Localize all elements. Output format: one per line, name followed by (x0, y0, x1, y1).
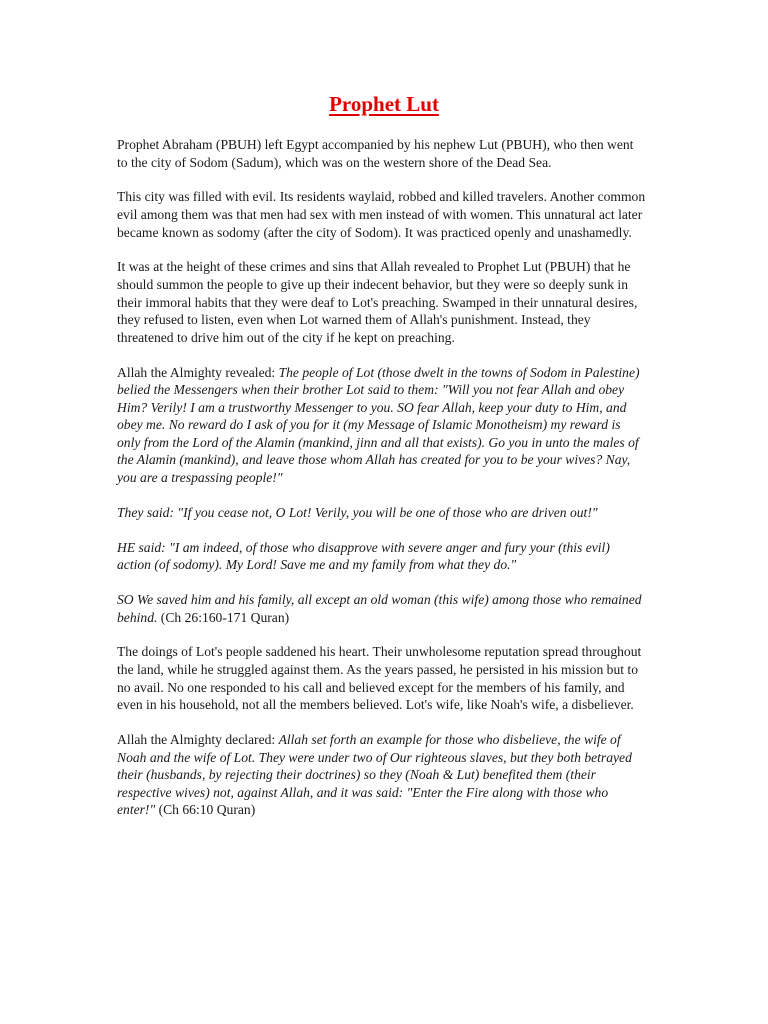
page-title-text: Prophet Lut (329, 92, 439, 116)
paragraph-9-quote: Allah set forth an example for those who disbelieve, the wife of Noah and the wife of Lot. They were under two of Our righteous slaves, but they both betrayed their (husbands, by rejecting their doctrines) so they (Noah & Lut) benefited them (their respective wives) not, against Allah, and it was said: "Enter the Fire along with those who enter!" (117, 731, 632, 818)
document-body (117, 136, 647, 836)
page-title (0, 92, 768, 117)
paragraph-2-text: This city was filled with evil. Its residents waylaid, robbed and killed travelers. Another common evil among them was that men had sex with men instead of with women. This unnatural act later became known as sodomy (after the city of Sodom). It was practiced openly and unashamedly. (117, 189, 646, 240)
paragraph-6-quote: HE said: "I am indeed, of those who disapprove with severe anger and fury your (this evil) action (of sodomy). My Lord! Save me and my family from what they do." (117, 539, 610, 573)
paragraph-5 (117, 504, 647, 522)
paragraph-1 (117, 136, 647, 171)
paragraph-9-citation: (Ch 66:10 Quran) (155, 802, 256, 818)
paragraph-7-citation: (Ch 26:160-171 Quran) (157, 609, 290, 625)
paragraph-1-text: Prophet Abraham (PBUH) left Egypt accompanied by his nephew Lut (PBUH), who then went to the city of Sodom (Sadum), which was on the western shore of the Dead Sea. (117, 137, 634, 170)
paragraph-8 (117, 643, 647, 713)
paragraph-7-quote: SO We saved him and his family, all except an old woman (this wife) among those who remained behind. (117, 592, 642, 625)
paragraph-3 (117, 258, 647, 346)
paragraph-9 (117, 731, 647, 819)
paragraph-4-lead: Allah the Almighty revealed: (117, 364, 279, 380)
paragraph-5-quote: They said: "If you cease not, O Lot! Verily, you will be one of those who are driven out!" (117, 504, 598, 520)
paragraph-8-text: The doings of Lot's people saddened his heart. Their unwholesome reputation spread throughout the land, while he struggled against them. As the years passed, he persisted in his mission but to no avail. No one responded to his call and believed except for the members of his family, and even in his household, not all the members believed. Lot's wife, like Noah's wife, a disbeliever. (117, 644, 642, 713)
paragraph-4 (117, 364, 647, 487)
paragraph-3-text: It was at the height of these crimes and sins that Allah revealed to Prophet Lut (PBUH) that he should summon the people to give up their indecent behavior, but they were so deeply sunk in their immoral habits that they were deaf to Lot's preaching. Swamped in their unnatural desires, they refused to listen, even when Lot warned them of Allah's punishment. Instead, they threatened to drive him out of the city if he kept on preaching. (117, 259, 638, 345)
paragraph-7 (117, 591, 647, 626)
paragraph-9-lead: Allah the Almighty declared: (117, 731, 279, 747)
paragraph-4-quote: The people of Lot (those dwelt in the towns of Sodom in Palestine) belied the Messengers when their brother Lot said to them: "Will you not fear Allah and obey Him? Verily! I am a trustworthy Messenger to you. SO fear Allah, keep your duty to Him, and obey me. No reward do I ask of you for it (my Message of Islamic Monotheism) my reward is only from the Lord of the Alamin (mankind, jinn and all that exists). Go you in unto the males of the Alamin (mankind), and leave those whom Allah has created for you to be your wives? Nay, you are a trespassing people!" (117, 364, 640, 486)
paragraph-2 (117, 188, 647, 241)
paragraph-6 (117, 539, 647, 574)
